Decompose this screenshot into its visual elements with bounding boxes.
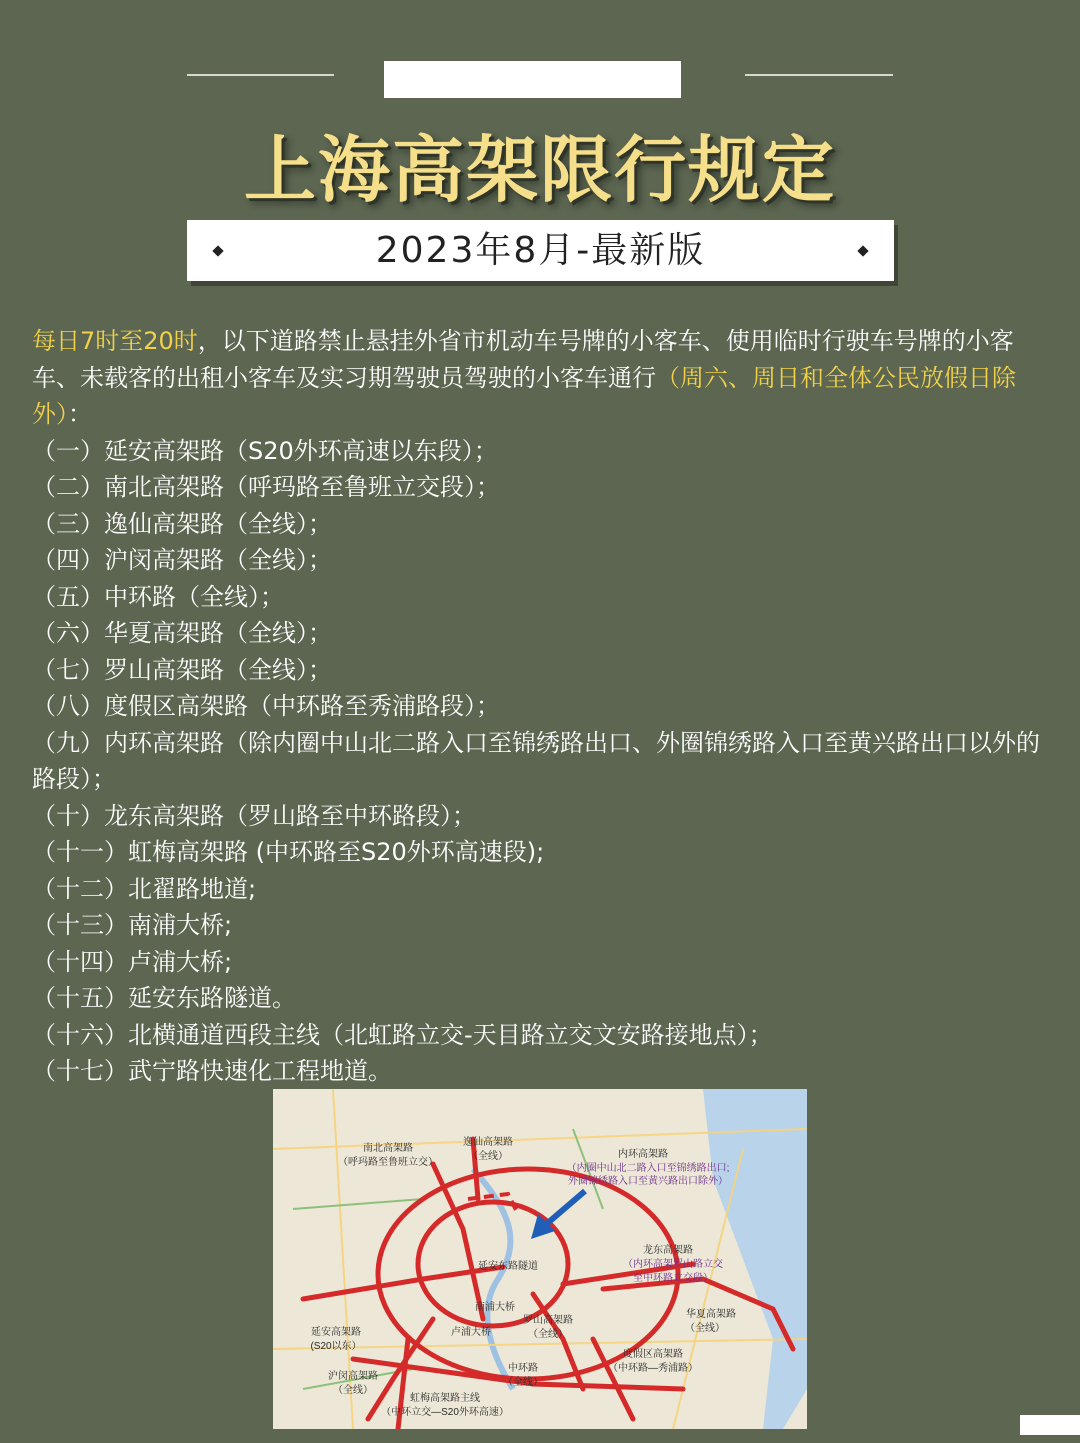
list-item: （三）逸仙高架路（全线）； — [32, 509, 332, 538]
yixian-elevated — [473, 1139, 478, 1199]
map-label-yixian-sub: （全线） — [468, 1151, 508, 1162]
map-label-hongmei-sub: （中环立交—S20外环高速） — [381, 1407, 509, 1418]
page-title: 上海高架限行规定 — [243, 128, 836, 212]
map-label-yixian: 逸仙高架路 — [463, 1137, 513, 1148]
map-label-luoshan-sub: （全线） — [528, 1329, 568, 1340]
map-label-nanpu: 南浦大桥 — [475, 1302, 515, 1313]
intro-time-highlight: 每日7时至20时 — [32, 327, 198, 355]
list-item: （十）龙东高架路（罗山路至中环路段）； — [32, 801, 476, 830]
list-item: （一）延安高架路（S20外环高速以东段）； — [32, 436, 498, 465]
list-item: （六）华夏高架路（全线）； — [32, 619, 332, 647]
map-label-yanan-tunnel: 延安东路隧道 — [478, 1261, 538, 1272]
top-left-decor-line — [187, 74, 334, 76]
map-label-zhonghuan-sub: （全线） — [503, 1377, 543, 1388]
list-item: （十六）北横通道西段主线（北虹路立交-天目路立交文安路接地点）； — [32, 1020, 773, 1049]
map-label-neihuan: 内环高架路 — [618, 1149, 668, 1160]
bottom-right-white-box — [1020, 1415, 1080, 1435]
list-item: （二）南北高架路（呼玛路至鲁班立交段）； — [32, 473, 500, 501]
list-item: （十二）北翟路地道; — [32, 874, 257, 903]
list-item: （十一）虹梅高架路 (中环路至S20外环高速段); — [32, 838, 545, 866]
list-item: （十四）卢浦大桥; — [32, 947, 233, 976]
map-label-lupu: 卢浦大桥 — [451, 1327, 491, 1338]
map-label-longdong-sub2: 至中环路立交段） — [633, 1273, 713, 1284]
map-label-longdong-sub1: （内环高架罗山路立交 — [623, 1259, 723, 1270]
list-item: （五）中环路（全线）； — [32, 582, 284, 611]
intro-exception-highlight: （周六、周日和全体公民放假日除外） — [32, 363, 1016, 428]
intro-paragraph — [32, 323, 1052, 433]
map-label-neihuan-sub1: （内圈中山北二路入口至锦绣路出口; — [566, 1163, 730, 1174]
intro-end: ： — [68, 400, 92, 428]
map-label-yanan-sub: (S20以东） — [310, 1341, 362, 1352]
map-label-hongmei: 虹梅高架路主线 — [410, 1393, 480, 1404]
map-label-humin: 沪闵高架路 — [328, 1371, 378, 1382]
map-label-nanbei-sub: （呼玛路至鲁班立交） — [338, 1157, 438, 1168]
list-item: （九）内环高架路（除内圈中山北二路入口至锦绣路出口、外圈锦绣路入口至黄兴路出口以外的路段）； — [32, 728, 1040, 793]
map-label-humin-sub: （全线） — [333, 1385, 373, 1396]
rules-content — [32, 323, 1052, 1090]
map-label-luoshan: 罗山高架路 — [523, 1315, 573, 1326]
map-label-longdong: 龙东高架路 — [643, 1245, 693, 1256]
map-label-nanbei: 南北高架路 — [363, 1143, 413, 1154]
top-right-decor-line — [745, 74, 893, 76]
map-label-huaxia: 华夏高架路 — [686, 1309, 736, 1320]
map-label-dujia: 度假区高架路 — [623, 1349, 683, 1360]
list-item: （十三）南浦大桥; — [32, 911, 233, 939]
list-item: （十五）延安东路隧道。 — [32, 984, 296, 1012]
map-svg — [273, 1089, 807, 1429]
map-label-huaxia-sub: （全线） — [685, 1323, 725, 1334]
top-white-box — [384, 61, 681, 98]
map-label-yanan: 延安高架路 — [311, 1327, 361, 1338]
map-label-dujia-sub: （中环路—秀浦路） — [608, 1363, 698, 1374]
restricted-road-list — [32, 433, 1052, 1090]
shanghai-elevated-roads-map — [273, 1089, 807, 1429]
list-item: （八）度假区高架路（中环路至秀浦路段）； — [32, 692, 500, 720]
list-item: （四）沪闵高架路（全线）； — [32, 546, 332, 574]
map-label-zhonghuan: 中环路 — [508, 1363, 538, 1374]
intro-body: ，以下道路禁止悬挂外省市机动车号牌的小客车、使用临时行驶车号牌的小客车、未载客的出租小客车及实习期驾驶员驾驶的小客车通行 — [32, 327, 1014, 392]
subtitle-text: 2023年8月-最新版 — [375, 230, 706, 271]
subtitle-banner — [187, 220, 894, 281]
map-label-neihuan-sub2: 外圈锦绣路入口至黄兴路出口除外） — [568, 1176, 728, 1187]
list-item: （十七）武宁路快速化工程地道。 — [32, 1057, 392, 1085]
list-item: （七）罗山高架路（全线）； — [32, 655, 332, 684]
